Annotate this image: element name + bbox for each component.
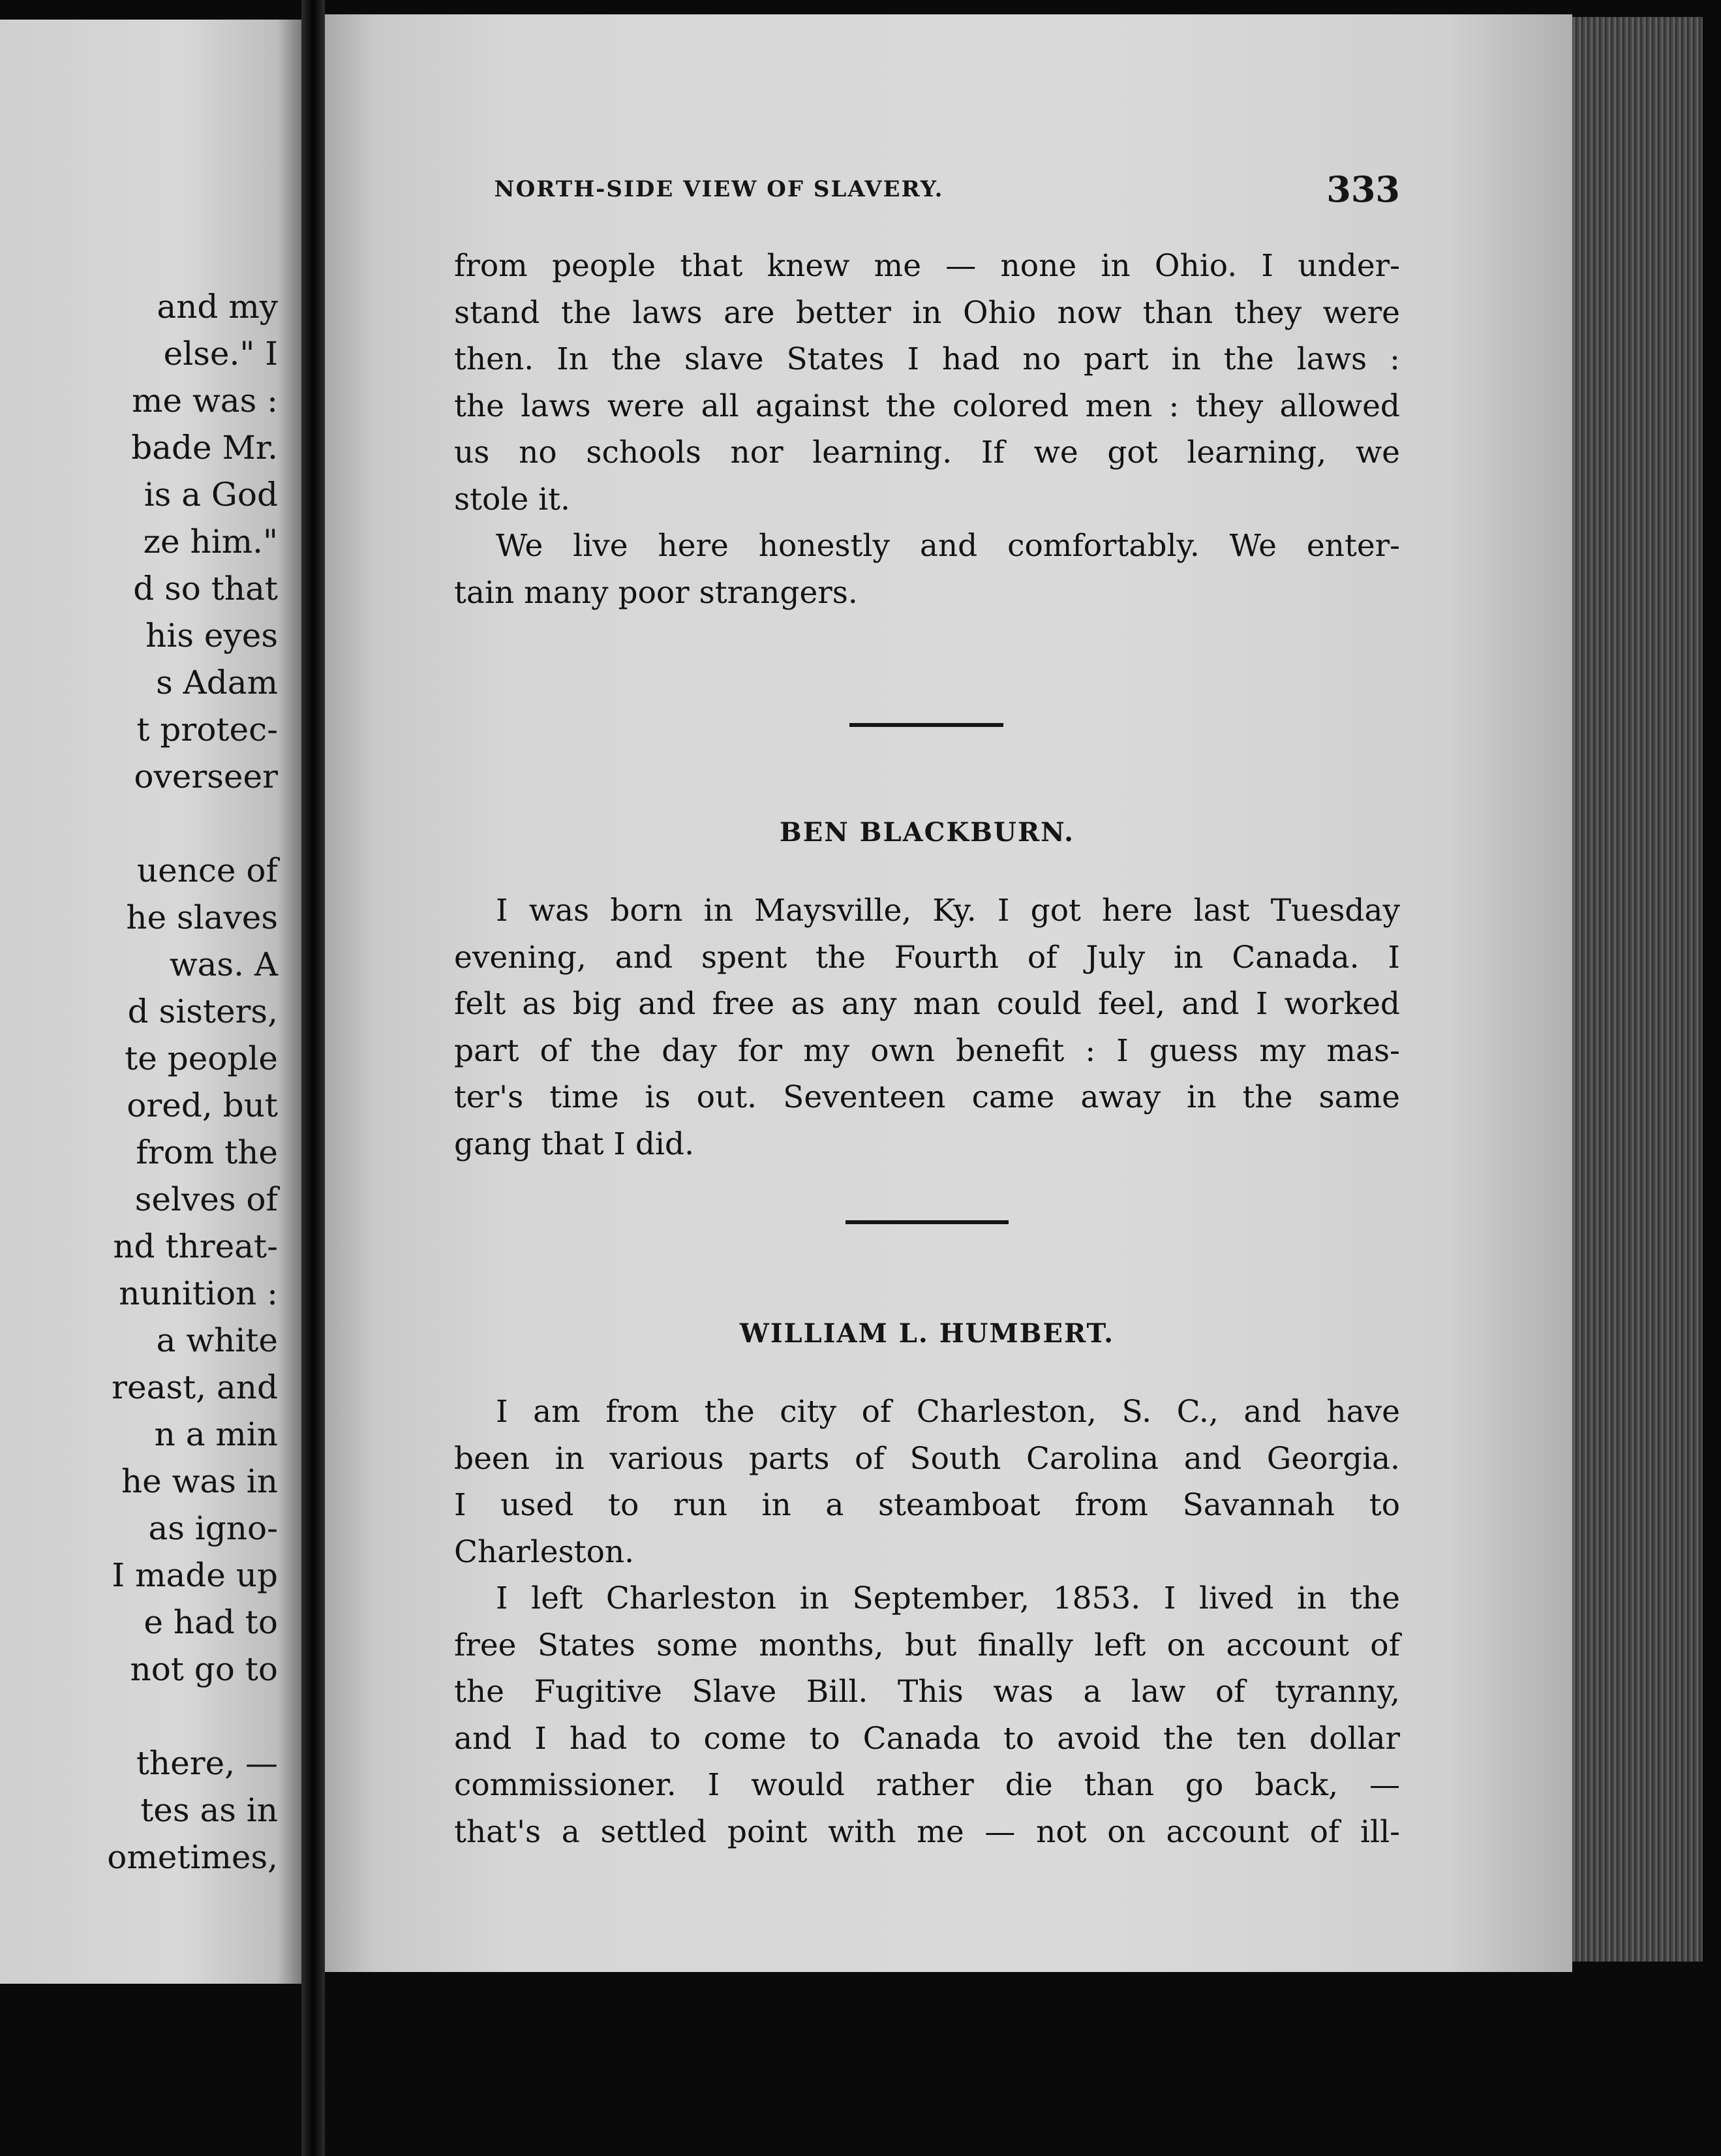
text-line: commissioner. I would rather die than go back, — (454, 1767, 1400, 1803)
left-page-line: ometimes, (107, 1838, 278, 1876)
text-line: from people that knew me — none in Ohio. I under- (454, 248, 1400, 284)
text-line: then. In the slave States I had no part in the laws : (454, 341, 1400, 377)
text-line: We live here honestly and comfortably. We enter- (496, 528, 1400, 564)
left-page-line: and my (157, 288, 278, 326)
left-page-line: overseer (134, 758, 278, 795)
text-line: the laws were all against the colored men : they allowed (454, 388, 1400, 424)
left-page-line: his eyes (145, 617, 278, 654)
text-line: evening, and spent the Fourth of July in Canada. I (454, 939, 1400, 976)
text-line: I used to run in a steamboat from Savannah to (454, 1487, 1400, 1523)
section-1-text (454, 887, 1400, 1167)
text-line: I left Charleston in September, 1853. I lived in the (496, 1580, 1400, 1616)
section-heading: WILLIAM L. HUMBERT. (739, 1318, 1115, 1349)
left-page-line: there, — (136, 1744, 278, 1782)
left-page-line: te people (125, 1040, 278, 1077)
page-edge-stack (1572, 17, 1703, 1962)
left-page-line: bade Mr. (131, 429, 278, 467)
text-line: the Fugitive Slave Bill. This was a law of tyranny, (454, 1674, 1400, 1710)
section-heading: BEN BLACKBURN. (779, 817, 1075, 848)
left-page-line: selves of (134, 1180, 278, 1218)
left-page-line: me was : (132, 382, 278, 420)
left-page-line: reast, and (112, 1368, 278, 1406)
left-page-line: e had to (144, 1603, 278, 1641)
left-page-line: a white (156, 1321, 278, 1359)
running-head: NORTH-SIDE VIEW OF SLAVERY. (494, 176, 944, 202)
text-line: ter's time is out. Seventeen came away in the same (454, 1079, 1400, 1115)
text-line: free States some months, but finally left on account of (454, 1627, 1400, 1663)
text-line: and I had to come to Canada to avoid the ten dollar (454, 1720, 1400, 1757)
left-facing-page (0, 20, 301, 1984)
left-page-line: tes as in (140, 1791, 278, 1829)
text-line: I am from the city of Charleston, S. C., and have (496, 1394, 1400, 1430)
text-line: been in various parts of South Carolina and Georgia. (454, 1440, 1400, 1477)
left-page-line: is a God (144, 476, 278, 514)
left-page-line: he was in (121, 1462, 278, 1500)
text-line: felt as big and free as any man could feel, and I worked (454, 986, 1400, 1022)
left-page-line: ze him." (143, 523, 278, 561)
left-page-line: uence of (136, 852, 278, 889)
page-number: 333 (1326, 168, 1400, 210)
left-page-line: was. A (169, 946, 278, 983)
left-page-line: d so that (133, 570, 278, 608)
left-page-line: he slaves (126, 899, 278, 936)
left-page-line: d sisters, (127, 993, 278, 1030)
text-line: us no schools nor learning. If we got learning, we (454, 435, 1400, 470)
section-divider (845, 1220, 1009, 1224)
text-line: that's a settled point with me — not on account of ill- (454, 1813, 1400, 1850)
text-line: gang that I did. (454, 1126, 695, 1162)
left-page-line: ored, but (127, 1086, 278, 1124)
text-line: stand the laws are better in Ohio now than they were (454, 294, 1400, 331)
text-line: part of the day for my own benefit : I guess my mas- (454, 1032, 1400, 1069)
left-page-line: as igno- (148, 1509, 278, 1547)
text-line: tain many poor strangers. (454, 574, 858, 611)
left-page-line: t protec- (136, 711, 278, 748)
left-page-line: not go to (130, 1650, 278, 1688)
book-gutter (301, 0, 325, 2156)
left-page-line: n a min (154, 1415, 278, 1453)
left-page-line: s Adam (156, 664, 278, 701)
section-2-text (454, 1389, 1400, 1855)
text-line: Charleston. (454, 1533, 635, 1570)
text-line: I was born in Maysville, Ky. I got here last Tuesday (496, 893, 1400, 929)
section-divider (849, 723, 1003, 727)
left-page-line: from the (136, 1133, 278, 1171)
left-page-line: else." I (163, 335, 278, 373)
continuation-text (454, 243, 1400, 616)
left-page-line: I made up (112, 1556, 278, 1594)
left-page-line: nd threat- (113, 1227, 278, 1265)
left-page-line: nunition : (119, 1274, 278, 1312)
text-line: stole it. (454, 481, 570, 517)
